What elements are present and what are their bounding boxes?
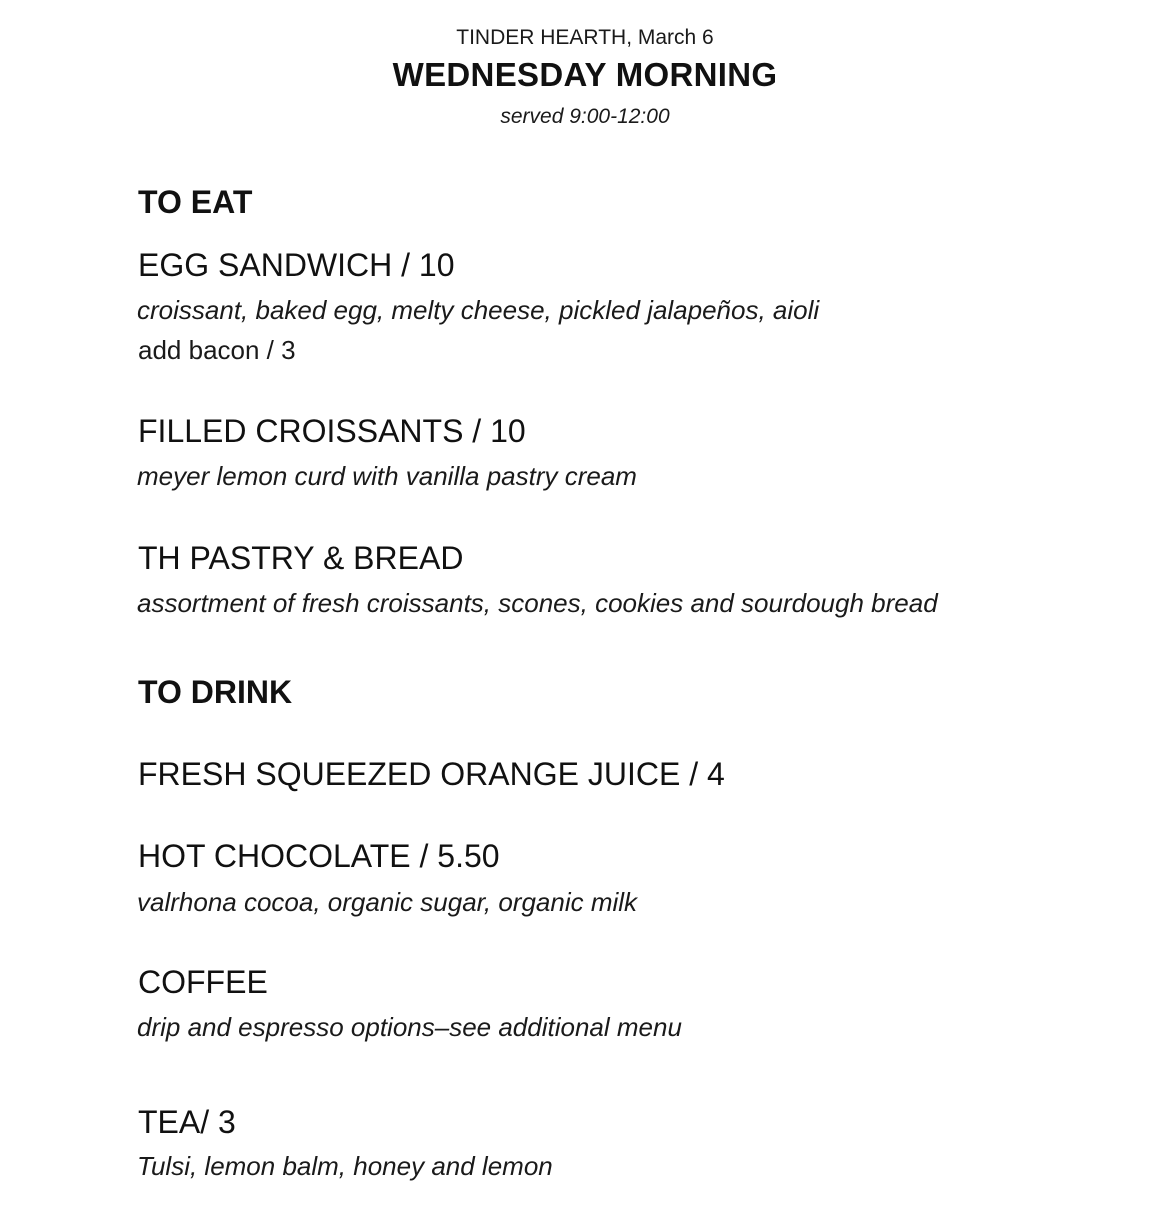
item-coffee-description: drip and espresso options–see additional menu <box>137 1012 682 1042</box>
item-tea: TEA/ 3 <box>138 1104 236 1140</box>
item-coffee: COFFEE <box>138 964 268 1000</box>
menu-title: WEDNESDAY MORNING <box>392 56 778 93</box>
item-filled-croissants-description: meyer lemon curd with vanilla pastry cream <box>137 461 637 491</box>
item-tea-description: Tulsi, lemon balm, honey and lemon <box>137 1151 553 1181</box>
section-heading-to-eat: TO EAT <box>138 184 253 220</box>
item-orange-juice: FRESH SQUEEZED ORANGE JUICE / 4 <box>138 756 725 792</box>
item-egg-sandwich-description: croissant, baked egg, melty cheese, pickled jalapeños, aioli <box>137 295 820 325</box>
item-th-pastry-bread-description: assortment of fresh croissants, scones, cookies and sourdough bread <box>137 588 938 618</box>
service-hours: served 9:00-12:00 <box>500 105 670 128</box>
item-hot-chocolate-description: valrhona cocoa, organic sugar, organic milk <box>137 887 638 917</box>
item-egg-sandwich: EGG SANDWICH / 10 <box>138 247 455 283</box>
item-th-pastry-bread: TH PASTRY & BREAD <box>138 540 464 576</box>
venue-and-date: TINDER HEARTH, March 6 <box>456 26 714 49</box>
section-heading-to-drink: TO DRINK <box>138 674 293 710</box>
item-hot-chocolate: HOT CHOCOLATE / 5.50 <box>138 838 500 874</box>
item-filled-croissants: FILLED CROISSANTS / 10 <box>138 413 526 449</box>
item-egg-sandwich-addon: add bacon / 3 <box>138 335 296 365</box>
